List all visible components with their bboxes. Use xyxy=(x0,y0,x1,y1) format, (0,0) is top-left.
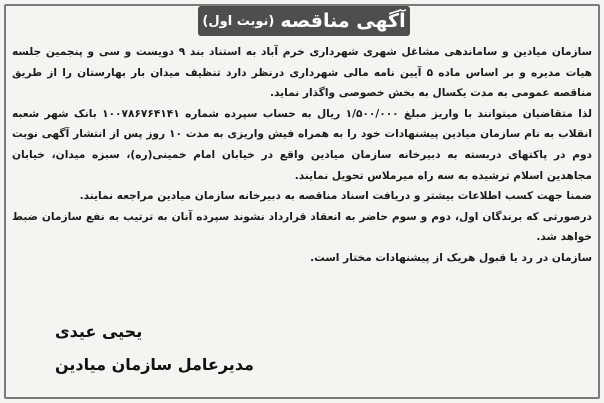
notice-paragraph-deposit: لذا متقاضیان میتوانند با واریز مبلغ ۱/۵۰۰/۰۰۰ ریال به حساب سپرده شماره ۱۰۰۷۸۶۷۶۴۱۴۱ بانک شهر شعبه انقلاب به نام سازمان میادین پیشنهادات خود را به همراه فیش واریزی به مدت ۱۰ روز پس از انتشار آگهی نوبت دوم در پاکتهای دربسته به دبیرخانه سازمان میادین واقع در خیابان امام خمینی(ره)، سبزه میدان، خیابان مجاهدین اسلام ترشیده به سه راه میرملاس تحویل نمایند. xyxy=(12,107,592,182)
notice-paragraph-winners: درصورتی که برندگان اول، دوم و سوم حاضر به انعقاد قرارداد نشوند سپرده آنان به ترتیب به نفع سازمان ضبط خواهد شد. xyxy=(12,210,592,244)
notice-paragraph-info: ضمنا جهت کسب اطلاعات بیشتر و دریافت اسناد مناقصه به دبیرخانه سازمان میادین مراجعه نمایند. xyxy=(79,190,592,203)
notice-title: آگهی مناقصه xyxy=(280,9,406,32)
notice-paragraph-rights: سازمان در رد یا قبول هریک از پیشنهادات مختار است. xyxy=(310,251,592,264)
notice-title-suffix: (نوبت اول) xyxy=(202,13,275,29)
signature-name: یحیی عیدی xyxy=(55,322,143,341)
notice-paragraph-intro: سازمان میادین و ساماندهی مشاغل شهری شهرداری خرم آباد به استناد بند ۹ دویست و سی و پنجمین جلسه هیات مدیره و بر اساس ماده ۵ آیین نامه مالی شهرداری درنظر دارد تنظیف میدان بار بهارستان را از طریق مناقصه عمومی به مدت یکسال به بخش خصوصی واگذار نماید. xyxy=(12,46,592,100)
notice-title-bar xyxy=(198,6,410,36)
notice-body xyxy=(12,42,592,269)
signature-title: مدیرعامل سازمان میادین xyxy=(55,355,254,374)
